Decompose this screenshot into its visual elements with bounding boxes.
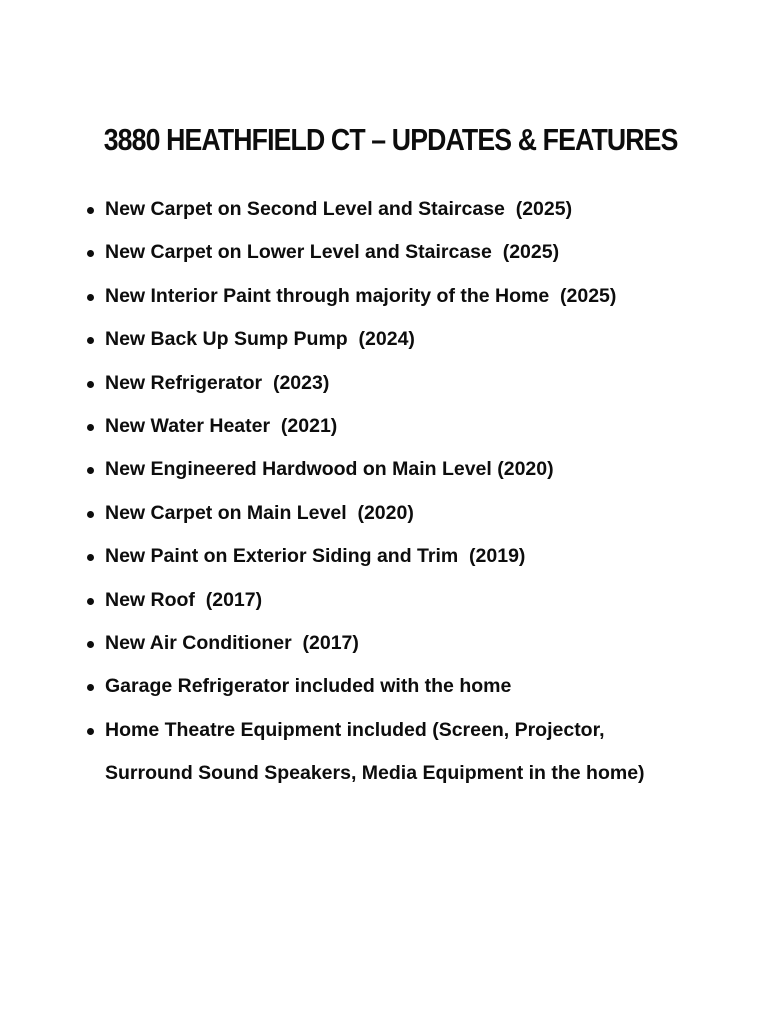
list-item-text: New Refrigerator (2023) xyxy=(105,371,330,394)
features-list xyxy=(0,188,781,796)
list-item-text: New Air Conditioner (2017) xyxy=(105,632,359,655)
list-item-text: New Engineered Hardwood on Main Level (2020) xyxy=(105,458,554,481)
list-item xyxy=(0,665,781,708)
list-item-text: New Interior Paint through majority of the Home (2025) xyxy=(105,284,617,307)
list-item-text: Garage Refrigerator included with the home xyxy=(105,675,512,698)
list-item xyxy=(0,579,781,622)
list-item xyxy=(0,318,781,361)
list-item-text: New Water Heater (2021) xyxy=(105,415,338,438)
page-title: 3880 HEATHFIELD CT – UPDATES & FEATURES xyxy=(103,122,678,157)
list-item xyxy=(0,622,781,665)
list-item-text: Home Theatre Equipment included (Screen, Projector, xyxy=(105,718,605,741)
list-item xyxy=(0,362,781,405)
list-item xyxy=(0,231,781,274)
list-item xyxy=(0,188,781,231)
list-item-text: New Carpet on Second Level and Staircase (2025) xyxy=(105,198,573,220)
list-item-text: New Carpet on Main Level (2020) xyxy=(105,501,414,524)
title-container xyxy=(0,0,781,158)
list-item xyxy=(0,492,781,535)
list-item-text: New Back Up Sump Pump (2024) xyxy=(105,328,415,351)
list-item xyxy=(0,275,781,318)
list-item xyxy=(0,709,781,796)
list-item-text: New Carpet on Lower Level and Staircase (2025) xyxy=(105,241,560,264)
list-item xyxy=(0,405,781,448)
list-item-text: New Paint on Exterior Siding and Trim (2019) xyxy=(105,545,526,568)
list-item-text: New Roof (2017) xyxy=(105,588,263,611)
list-item xyxy=(0,448,781,491)
list-item-text-continued: Surround Sound Speakers, Media Equipment in the home) xyxy=(105,762,645,785)
list-item xyxy=(0,535,781,578)
